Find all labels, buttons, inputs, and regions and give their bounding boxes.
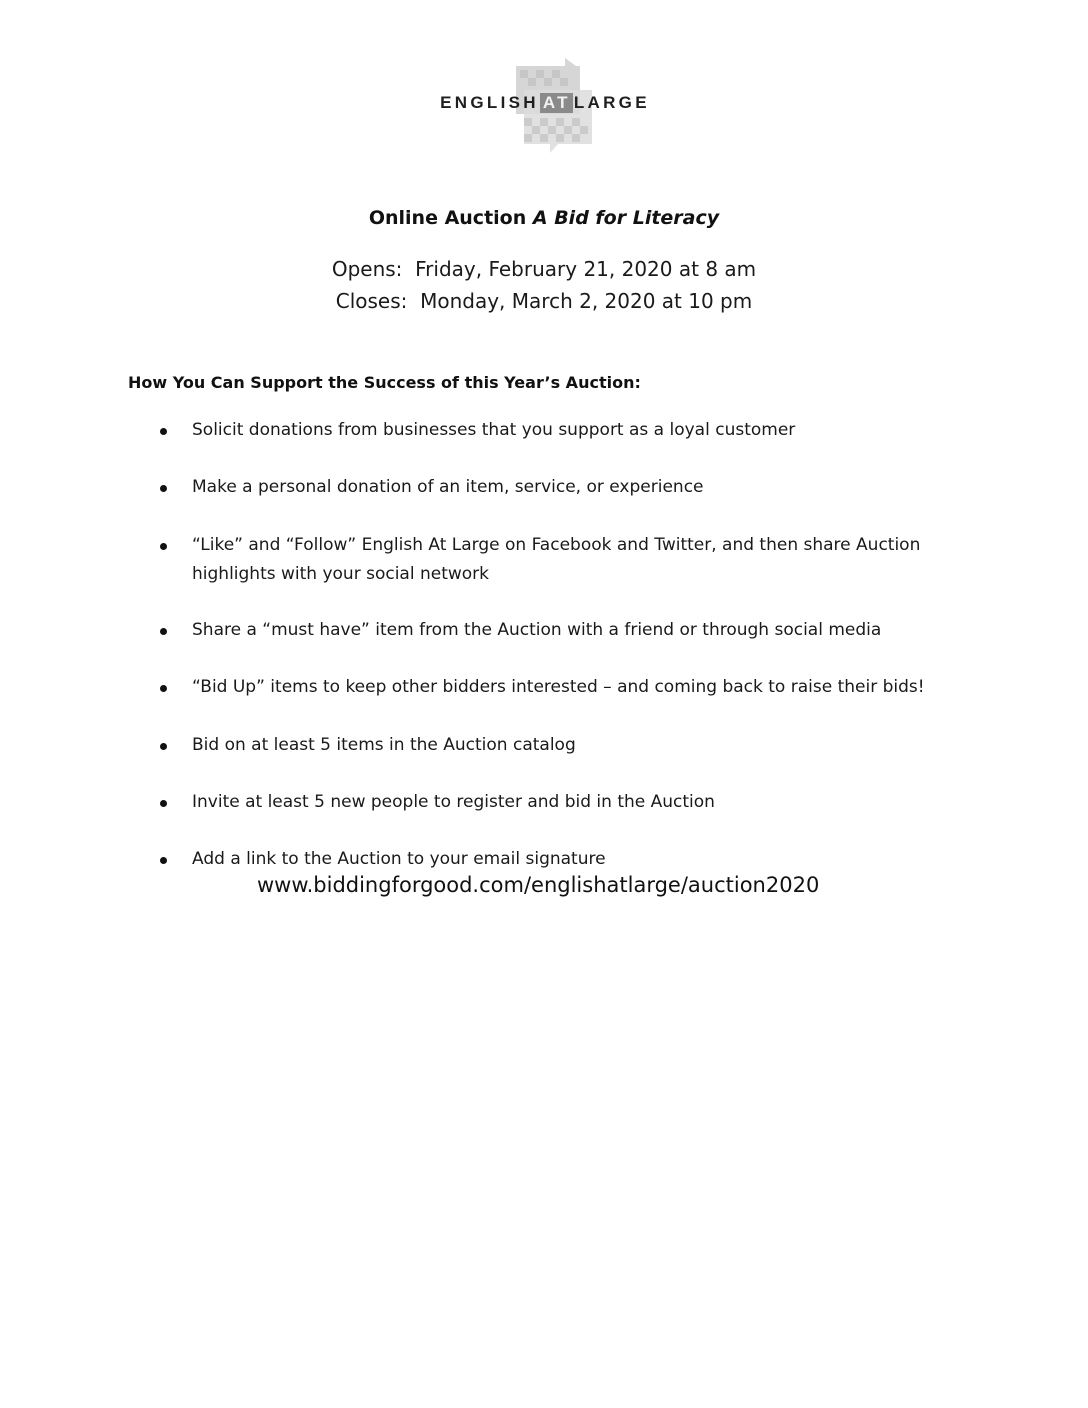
logo-text-at: AT — [540, 93, 573, 113]
closes-date: Closes: Monday, March 2, 2020 at 10 pm — [335, 289, 753, 313]
list-item-text: Solicit donations from businesses that you support as a loyal customer — [192, 420, 796, 440]
logo-text-large: LARGE — [573, 93, 650, 112]
list-item-text: “Bid Up” items to keep other bidders interested – and coming back to raise their bids! — [192, 677, 925, 697]
bullet-icon — [160, 800, 167, 807]
list-item-text: “Like” and “Follow” English At Large on Facebook and Twitter, and then share Auction highlights with your social network — [192, 535, 921, 584]
bullet-icon — [160, 685, 167, 692]
list-item-text: Make a personal donation of an item, service, or experience — [192, 477, 704, 497]
auction-dates — [0, 253, 1088, 317]
list-item-text: Add a link to the Auction to your email signature — [192, 849, 606, 869]
bullet-icon — [160, 857, 167, 864]
list-item-text: Bid on at least 5 items in the Auction catalog — [192, 735, 576, 755]
english-at-large-logo — [420, 52, 670, 158]
logo-text-english: ENGLISH — [440, 93, 539, 112]
bullet-icon — [160, 543, 167, 550]
bullet-icon — [160, 743, 167, 750]
list-item-text: Invite at least 5 new people to register and bid in the Auction — [192, 792, 715, 812]
bullet-icon — [160, 628, 167, 635]
list-item-text: Share a “must have” item from the Auction with a friend or through social media — [192, 620, 882, 640]
page-title — [0, 207, 1088, 229]
bullet-icon — [160, 428, 167, 435]
logo-wordmark — [420, 93, 670, 113]
support-heading: How You Can Support the Success of this Year’s Auction: — [128, 373, 641, 392]
bullet-icon — [160, 485, 167, 492]
title-plain: Online Auction — [368, 207, 527, 229]
title-italic: A Bid for Literacy — [532, 207, 720, 229]
auction-url: www.biddingforgood.com/englishatlarge/auction2020 — [257, 873, 820, 897]
opens-date: Opens: Friday, February 21, 2020 at 8 am — [331, 257, 757, 281]
